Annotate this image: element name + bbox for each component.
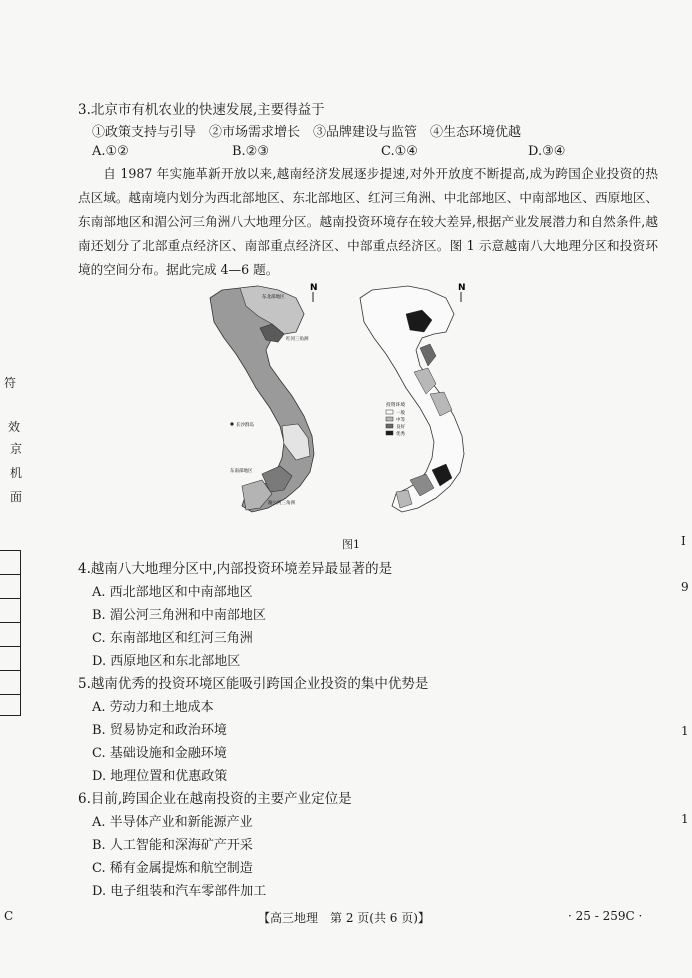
q4-option-b: B. 湄公河三角洲和中南部地区 — [92, 608, 266, 623]
figure-1 — [200, 276, 500, 536]
footer-center: 【高三地理 第 2 页(共 6 页)】 — [258, 911, 430, 925]
map-label: 红河三角洲 — [286, 337, 309, 342]
q3-option-d: D.③④ — [528, 144, 566, 159]
q6-option-d: D. 电子组装和汽车零部件加工 — [92, 884, 267, 899]
margin-char: 符 — [4, 376, 17, 390]
q6-stem: 6.目前,跨国企业在越南投资的主要产业定位是 — [78, 791, 352, 807]
q4-option-d: D. 西原地区和东北部地区 — [92, 654, 241, 669]
north-arrow-right: N — [458, 283, 466, 293]
margin-char: 效 — [8, 420, 21, 434]
margin-char: 京 — [10, 442, 23, 456]
q3-option-a: A.①② — [92, 144, 129, 159]
margin-box — [0, 550, 22, 716]
legend-title: 投资环境 — [386, 403, 406, 408]
map-label: 湄公河三角洲 — [268, 501, 295, 506]
q5-option-a: A. 劳动力和土地成本 — [92, 700, 214, 715]
map-label: 东南部地区 — [230, 469, 253, 474]
figure-caption: 图1 — [342, 538, 360, 551]
right-map — [360, 283, 466, 512]
margin-char: I — [681, 534, 686, 548]
legend-item: 良好 — [396, 425, 405, 430]
legend-item: 中等 — [396, 418, 405, 423]
passage: 自 1987 年实施革新开放以来,越南经济发展逐步提速,对外开放度不断提高,成为跨国企业投资的热点区域。越南境内划分为西北部地区、东北部地区、红河三角洲、中北部地区、中南部地区、西原地区、东南部地区和湄公河三角洲八大地理分区。越南投资环境存在较大差异,根据产业发展潜力和自然条件,越南还划分了北部重点经济区、南部重点经济区、中部重点经济区。图 1 示意越南八大地理分区和投资环境的空间分布。据此完成 4—6 题。 — [78, 166, 658, 277]
margin-char: 1 — [681, 812, 689, 826]
q5-stem: 5.越南优秀的投资环境区能吸引跨国企业投资的集中优势是 — [78, 676, 429, 692]
margin-char: 面 — [10, 490, 23, 504]
q5-option-c: C. 基础设施和金融环境 — [92, 746, 227, 761]
legend-item: 一般 — [396, 411, 405, 416]
q4-stem: 4.越南八大地理分区中,内部投资环境差异最显著的是 — [78, 561, 393, 577]
q3-option-c: C.①④ — [381, 144, 418, 159]
footer-left: C — [4, 909, 14, 923]
map-label: 东北部地区 — [262, 295, 285, 300]
q3-option-b: B.②③ — [232, 144, 269, 159]
q4-option-c: C. 东南部地区和红河三角洲 — [92, 631, 253, 646]
margin-char: 机 — [10, 466, 23, 480]
footer-right: · 25 - 259C · — [568, 909, 643, 923]
q3-items: ①政策支持与引导 ②市场需求增长 ③品牌建设与监管 ④生态环境优越 — [92, 125, 522, 140]
q5-option-d: D. 地理位置和优惠政策 — [92, 769, 228, 784]
left-map — [210, 283, 318, 512]
q6-option-a: A. 半导体产业和新能源产业 — [92, 815, 253, 830]
q6-option-b: B. 人工智能和深海矿产开采 — [92, 838, 253, 853]
margin-char: 9 — [681, 580, 689, 594]
margin-char: 1 — [681, 724, 689, 738]
q6-option-c: C. 稀有金属提炼和航空制造 — [92, 861, 253, 876]
q3-stem: 3.北京市有机农业的快速发展,主要得益于 — [78, 102, 325, 118]
map-label: 长沙群岛 — [236, 423, 254, 428]
north-arrow-left: N — [310, 283, 318, 293]
legend-item: 优秀 — [396, 432, 405, 437]
q4-option-a: A. 西北部地区和中南部地区 — [92, 585, 253, 600]
q5-option-b: B. 贸易协定和政治环境 — [92, 723, 227, 738]
